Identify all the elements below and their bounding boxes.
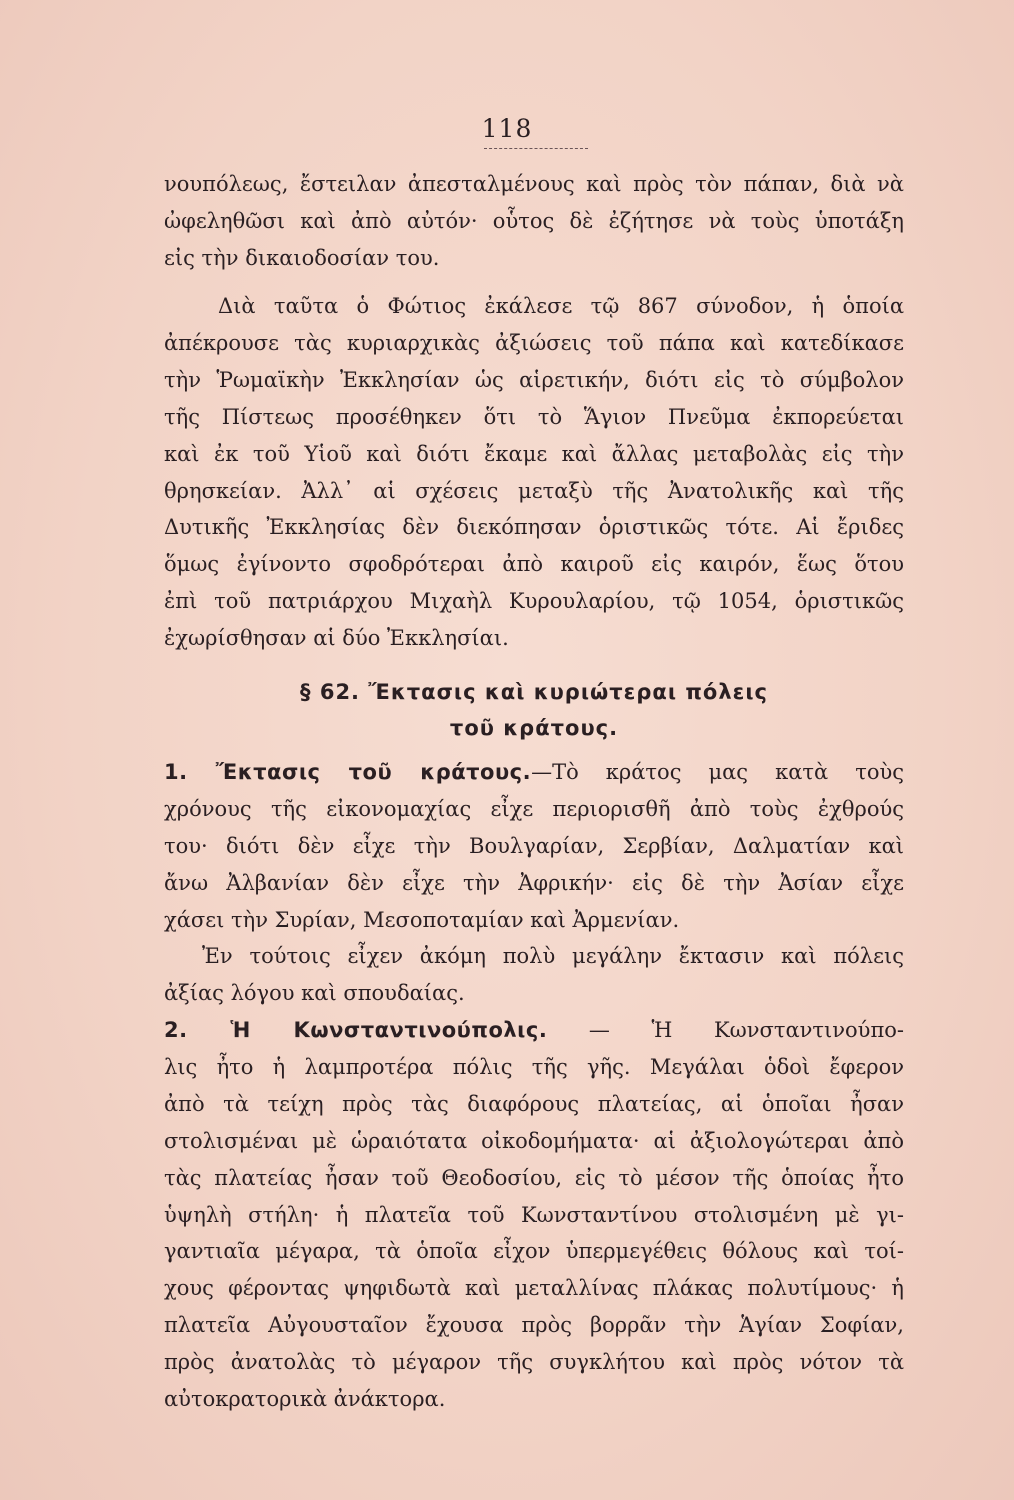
text-line: θρησκείαν. Ἀλλ᾽ αἱ σχέσεις μεταξὺ τῆς Ἀνατολικῆς καὶ τῆς (164, 478, 904, 503)
text-line: τὰς πλατείας ἦσαν τοῦ Θεοδοσίου, εἰς τὸ μέσον τῆς ὁποίας ἦτο (164, 1165, 904, 1190)
text-line: τῆς Πίστεως προσέθηκεν ὅτι τὸ Ἅγιον Πνεῦμα ἐκπορεύεται (164, 404, 904, 429)
subsection-title: 1. Ἔκτασις τοῦ κράτους. (164, 760, 532, 784)
text-line: πρὸς ἀνατολὰς τὸ μέγαρον τῆς συγκλήτου καὶ πρὸς νότον τὰ (164, 1350, 904, 1375)
section-heading-line-2: τοῦ κράτους. (449, 716, 619, 740)
text-line: ὑψηλὴ στήλη· ἡ πλατεῖα τοῦ Κωνσταντίνου στολισμένη μὲ γι- (164, 1202, 904, 1227)
text-line: Ἐν τούτοις εἶχεν ἀκόμη πολὺ μεγάλην ἔκτασιν καὶ πόλεις (202, 944, 904, 968)
text-line: Διὰ ταῦτα ὁ Φώτιος ἐκάλεσε τῷ 867 σύνοδον, ἡ ὁποία (218, 294, 904, 318)
text-line: λις ἦτο ἡ λαμπροτέρα πόλις τῆς γῆς. Μεγάλαι ὁδοὶ ἔφερον (164, 1054, 904, 1079)
text-line: ἐπὶ τοῦ πατριάρχου Μιχαὴλ Κυρουλαρίου, τῷ 1054, ὁριστικῶς (164, 589, 904, 614)
paragraph-extent-continued (164, 938, 904, 1012)
text-line: χους φέροντας ψηφιδωτὰ καὶ μεταλλίνας πλάκας πολυτίμους· ἡ (164, 1276, 904, 1301)
text-line: ἐχωρίσθησαν αἱ δύο Ἐκκλησίαι. (164, 626, 509, 651)
text-line: του· διότι δὲν εἶχε τὴν Βουλγαρίαν, Σερβίαν, Δαλματίαν καὶ (164, 833, 904, 858)
text-line: ἀπέκρουσε τὰς κυριαρχικὰς ἀξιώσεις τοῦ πάπα καὶ κατεδίκασε (164, 330, 904, 355)
text-line: πλατεῖα Αὐγουσταῖον ἔχουσα πρὸς βορρᾶν τὴν Ἁγίαν Σοφίαν, (164, 1313, 904, 1338)
text-line: ἄνω Ἀλβανίαν δὲν εἶχε τὴν Ἀφρικήν· εἰς δὲ τὴν Ἀσίαν εἶχε (164, 870, 904, 895)
paragraph-photius (164, 288, 904, 657)
subsection-text-start: — Ἡ Κωνσταντινούπο- (547, 1018, 904, 1042)
text-line: αὐτοκρατορικὰ ἀνάκτορα. (164, 1387, 446, 1412)
text-line: εἰς τὴν δικαιοδοσίαν του. (164, 245, 440, 270)
text-line: ὠφεληθῶσι καὶ ἀπὸ αὐτόν· οὗτος δὲ ἐζήτησε νὰ τοὺς ὑποτάξη (164, 208, 904, 233)
page-number-rule (484, 148, 588, 149)
text-line: γαντιαῖα μέγαρα, τὰ ὁποῖα εἶχον ὑπερμεγέθεις θόλους καὶ τοί- (164, 1239, 904, 1264)
text-line: ἀπὸ τὰ τείχη πρὸς τὰς διαφόρους πλατείας, αἱ ὁποῖαι ἦσαν (164, 1091, 904, 1116)
section-heading-line-1: § 62. Ἔκτασις καὶ κυριώτεραι πόλεις (300, 680, 768, 704)
section-heading (164, 674, 904, 746)
text-line: καὶ ἐκ τοῦ Υἱοῦ καὶ διότι ἔκαμε καὶ ἄλλας μεταβολὰς εἰς τὴν (164, 441, 904, 466)
text-line: τὴν Ῥωμαϊκὴν Ἐκκλησίαν ὡς αἱρετικήν, διότι εἰς τὸ σύμβολον (164, 367, 904, 392)
subsection-title: 2. Ἡ Κωνσταντινούπολις. (164, 1018, 548, 1042)
subsection-extent (164, 754, 904, 939)
subsection-constantinople (164, 1012, 904, 1418)
text-line: ἀξίας λόγου καὶ σπουδαίας. (164, 980, 465, 1005)
text-line: στολισμέναι μὲ ὡραιότατα οἰκοδομήματα· αἱ ἀξιολογώτεραι ἀπὸ (164, 1128, 904, 1153)
text-line (164, 1012, 904, 1049)
text-line: χάσει τὴν Συρίαν, Μεσοποταμίαν καὶ Ἀρμενίαν. (164, 907, 680, 932)
text-line (164, 754, 904, 791)
text-line: Δυτικῆς Ἐκκλησίας δὲν διεκόπησαν ὁριστικῶς τότε. Αἱ ἔριδες (164, 515, 904, 540)
text-line: ὅμως ἐγίνοντο σφοδρότεραι ἀπὸ καιροῦ εἰς καιρόν, ἕως ὅτου (164, 552, 904, 577)
page-number: 118 (481, 114, 533, 143)
text-line: νουπόλεως, ἔστειλαν ἀπεσταλμένους καὶ πρὸς τὸν πάπαν, διὰ νὰ (164, 172, 904, 196)
text-line: χρόνους τῆς εἰκονομαχίας εἶχε περιορισθῆ ἀπὸ τοὺς ἐχθρούς (164, 796, 904, 821)
paragraph-continuation (164, 166, 904, 277)
subsection-text-start: —Τὸ κράτος μας κατὰ τοὺς (531, 760, 904, 784)
